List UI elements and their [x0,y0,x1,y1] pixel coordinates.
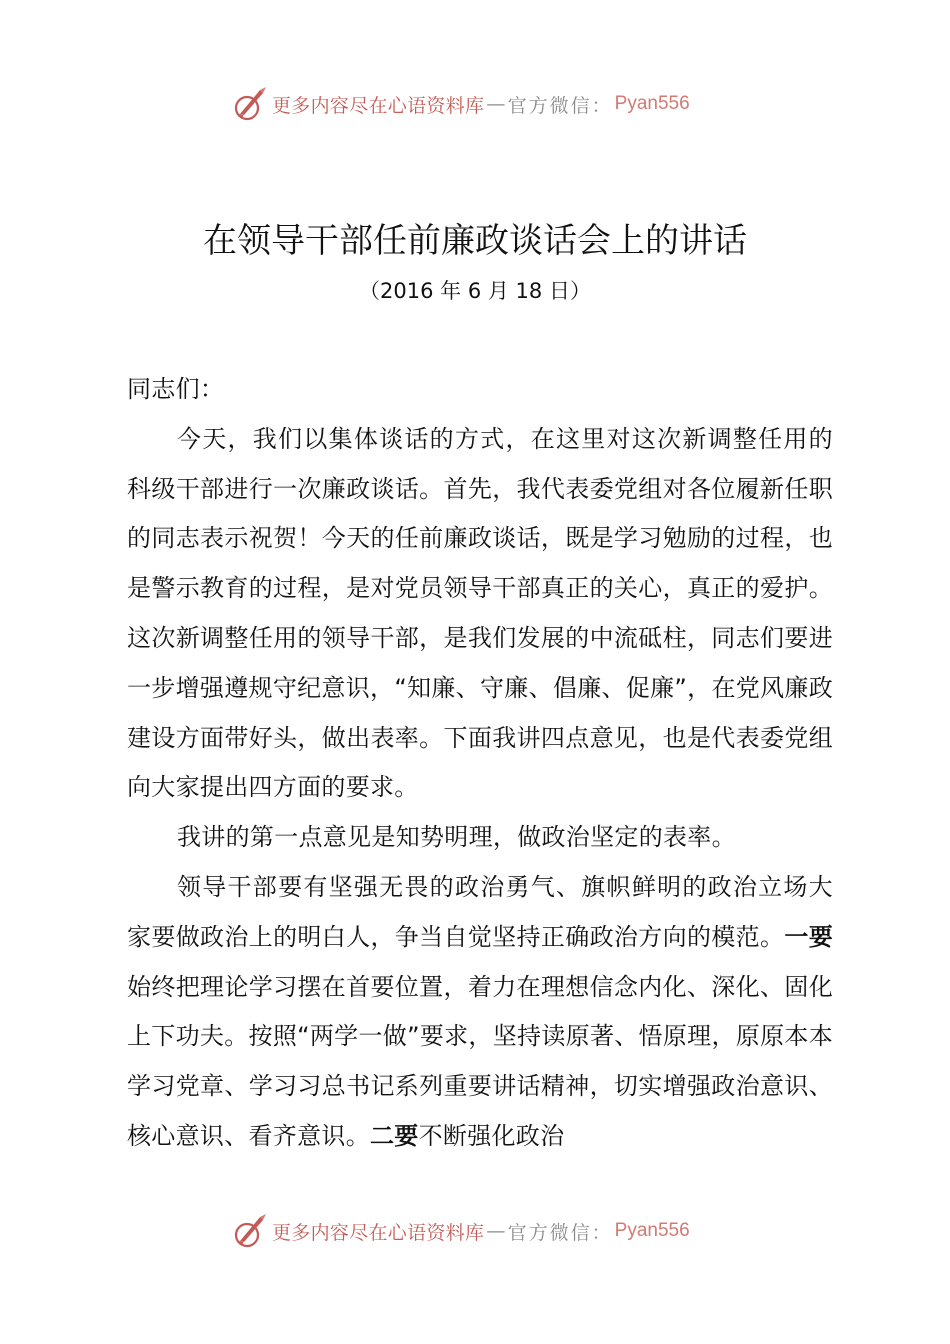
paragraph-intro: 今天，我们以集体谈话的方式，在这里对这次新调整任用的科级干部进行一次廉政谈话。首先，我代表委党组对各位履新任职的同志表示祝贺！今天的任前廉政谈话，既是学习勉励的过程，也是警示教育的过程，是对党员领导干部真正的关心，真正的爱护。这次新调整任用的领导干部，是我们发展的中流砥柱，同志们要进一步增强遵规守纪意识，“知廉、守廉、倡廉、促廉”，在党风廉政建设方面带好头，做出表率。下面我讲四点意见，也是代表委党组向大家提出四方面的要求。 [127,424,833,802]
paragraph-text: 领导干部要有坚强无畏的政治勇气、旗帜鲜明的政治立场大家要做政治上的明白人，争当自觉坚持正确政治方向的模范。 [127,872,833,951]
watermark-wechat-id: Pyan556 [614,1220,690,1241]
paragraph-text: 不断强化政治 [418,1121,565,1150]
feather-pen-circle-icon [230,1211,270,1251]
watermark-label: 官方微信： [507,94,613,117]
paragraph-text: 始终把理论学习摆在首要位置，着力在理想信念内化、深化、固化上下功夫。按照“两学一做”要求，坚持读原著、悟原理，原原本本学习党章、学习习总书记系列重要讲话精神，切实增强政治意识、核心意识、看齐意识。 [127,972,833,1150]
document-title: 在领导干部任前廉政谈话会上的讲话 [203,221,747,261]
watermark-text: 更多内容尽在心语资料库 [272,94,485,117]
point-one-label: 一要 [784,922,833,951]
salutation: 同志们： [127,375,225,403]
paragraph-political-stance [127,863,833,1162]
point-two-label: 二要 [370,1121,419,1150]
footer-watermark [230,1211,750,1251]
watermark-separator: — [486,1220,506,1242]
watermark-label: 官方微信： [507,1221,613,1244]
paragraph-first-point: 我讲的第一点意见是知势明理，做政治坚定的表率。 [177,823,736,852]
watermark-text: 更多内容尽在心语资料库 [272,1221,485,1244]
document-date: （2016 年 6 月 18 日） [359,279,591,303]
document-body [127,365,833,1162]
feather-pen-circle-icon [230,84,270,124]
watermark-separator: — [486,93,506,115]
header-watermark [230,84,750,124]
watermark-wechat-id: Pyan556 [614,93,690,114]
